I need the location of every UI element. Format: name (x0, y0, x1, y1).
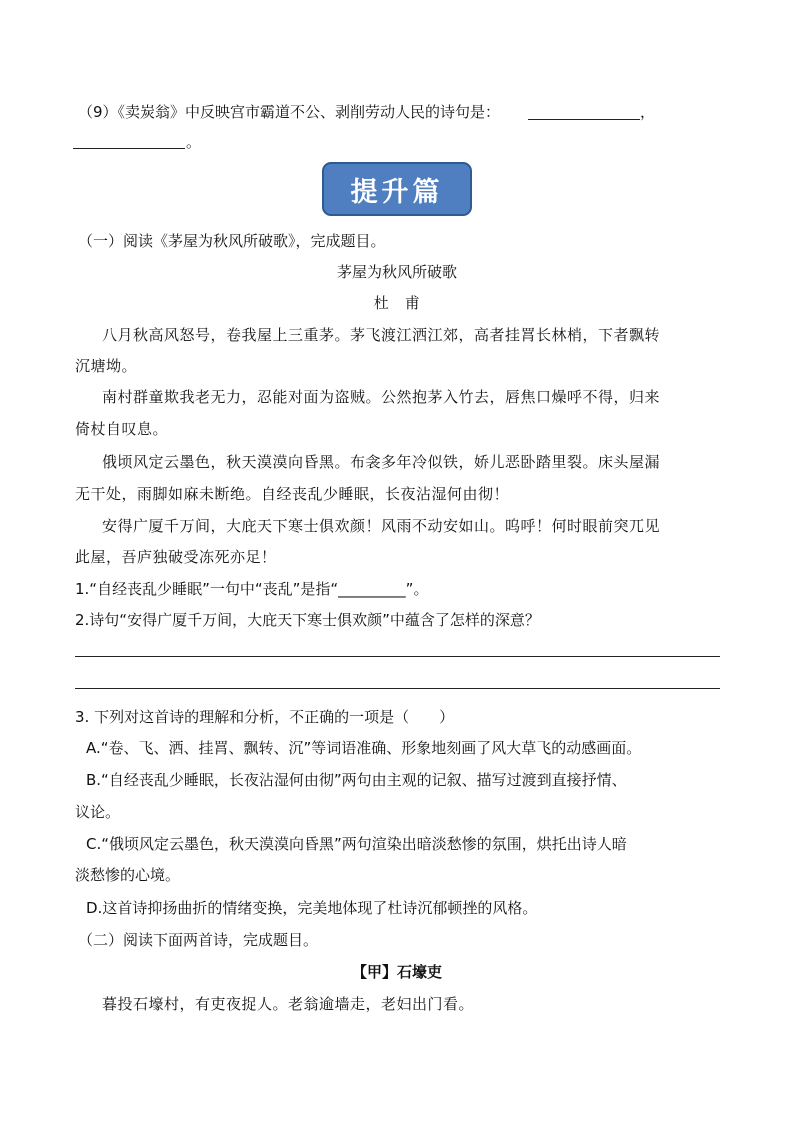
poem-author: 杜 甫 (373, 294, 421, 312)
option-b: B.“自经丧乱少睡眠，长夜沾湿何由彻”两句由主观的记叙、描写过渡到直接抒情、 (86, 771, 627, 789)
poem-line: 安得广厦千万间，大庇天下寒士俱欢颜！风雨不动安如山。呜呼！何时眼前突兀见 (102, 517, 661, 535)
poem-line: 俄顷风定云墨色，秋天漠漠向昏黑。布衾多年冷似铁，娇儿恶卧踏里裂。床头屋漏 (102, 453, 661, 471)
question-1: 1.“自经丧乱少睡眠”一句中“丧乱”是指“_________”。 (75, 580, 429, 598)
poem-line: 南村群童欺我老无力，忍能对面为盗贼。公然抱茅入竹去，唇焦口燥呼不得，归来 (102, 388, 661, 406)
poem-line: 沉塘坳。 (75, 357, 138, 375)
answer-line[interactable] (75, 656, 720, 657)
question-9-end: 。 (186, 133, 202, 151)
option-d: D.这首诗抑扬曲折的情绪变换，完美地体现了杜诗沉郁顿挫的风格。 (86, 899, 538, 917)
part1-intro: （一）阅读《茅屋为秋风所破歌》，完成题目。 (78, 232, 386, 250)
poem-line: 此屋，吾庐独破受冻死亦足！ (75, 548, 277, 566)
question-2: 2.诗句“安得广厦千万间，大庇天下寒士俱欢颜”中蕴含了怎样的深意？ (75, 611, 540, 629)
section-banner-label: 提升篇 (350, 176, 444, 208)
option-c: C.“俄顷风定云墨色，秋天漠漠向昏黑”两句渲染出暗淡愁惨的氛围，烘托出诗人暗 (86, 835, 627, 853)
poem2-title: 【甲】石壕吏 (351, 963, 442, 981)
poem2-line: 暮投石壕村，有吏夜捉人。老翁逾墙走，老妇出门看。 (102, 995, 475, 1013)
option-c-continued: 淡愁惨的心境。 (75, 866, 181, 884)
question-9-text: （9）《卖炭翁》中反映宫市霸道不公、剥削劳动人民的诗句是： (78, 103, 501, 121)
poem-line: 八月秋高风怒号，卷我屋上三重茅。茅飞渡江洒江郊，高者挂罥长林梢，下者飘转 (102, 326, 661, 344)
section-banner (322, 162, 472, 216)
option-a: A.“卷、飞、洒、挂罥、飘转、沉”等词语准确、形象地刻画了风大草飞的动感画面。 (86, 739, 642, 757)
poem-line: 无干处，雨脚如麻未断绝。自经丧乱少睡眠，长夜沾湿何由彻！ (75, 485, 510, 503)
answer-line[interactable] (75, 688, 720, 689)
option-b-continued: 议论。 (75, 803, 121, 821)
answer-blank-1[interactable] (528, 119, 640, 120)
poem-title: 茅屋为秋风所破歌 (336, 263, 457, 281)
answer-blank-2[interactable] (73, 148, 185, 149)
question-3: 3. 下列对这首诗的理解和分析，不正确的一项是（ ） (75, 708, 455, 726)
question-9-separator: ， (640, 103, 656, 121)
poem-line: 倚杖自叹息。 (75, 420, 169, 438)
part2-intro: （二）阅读下面两首诗，完成题目。 (78, 931, 319, 949)
